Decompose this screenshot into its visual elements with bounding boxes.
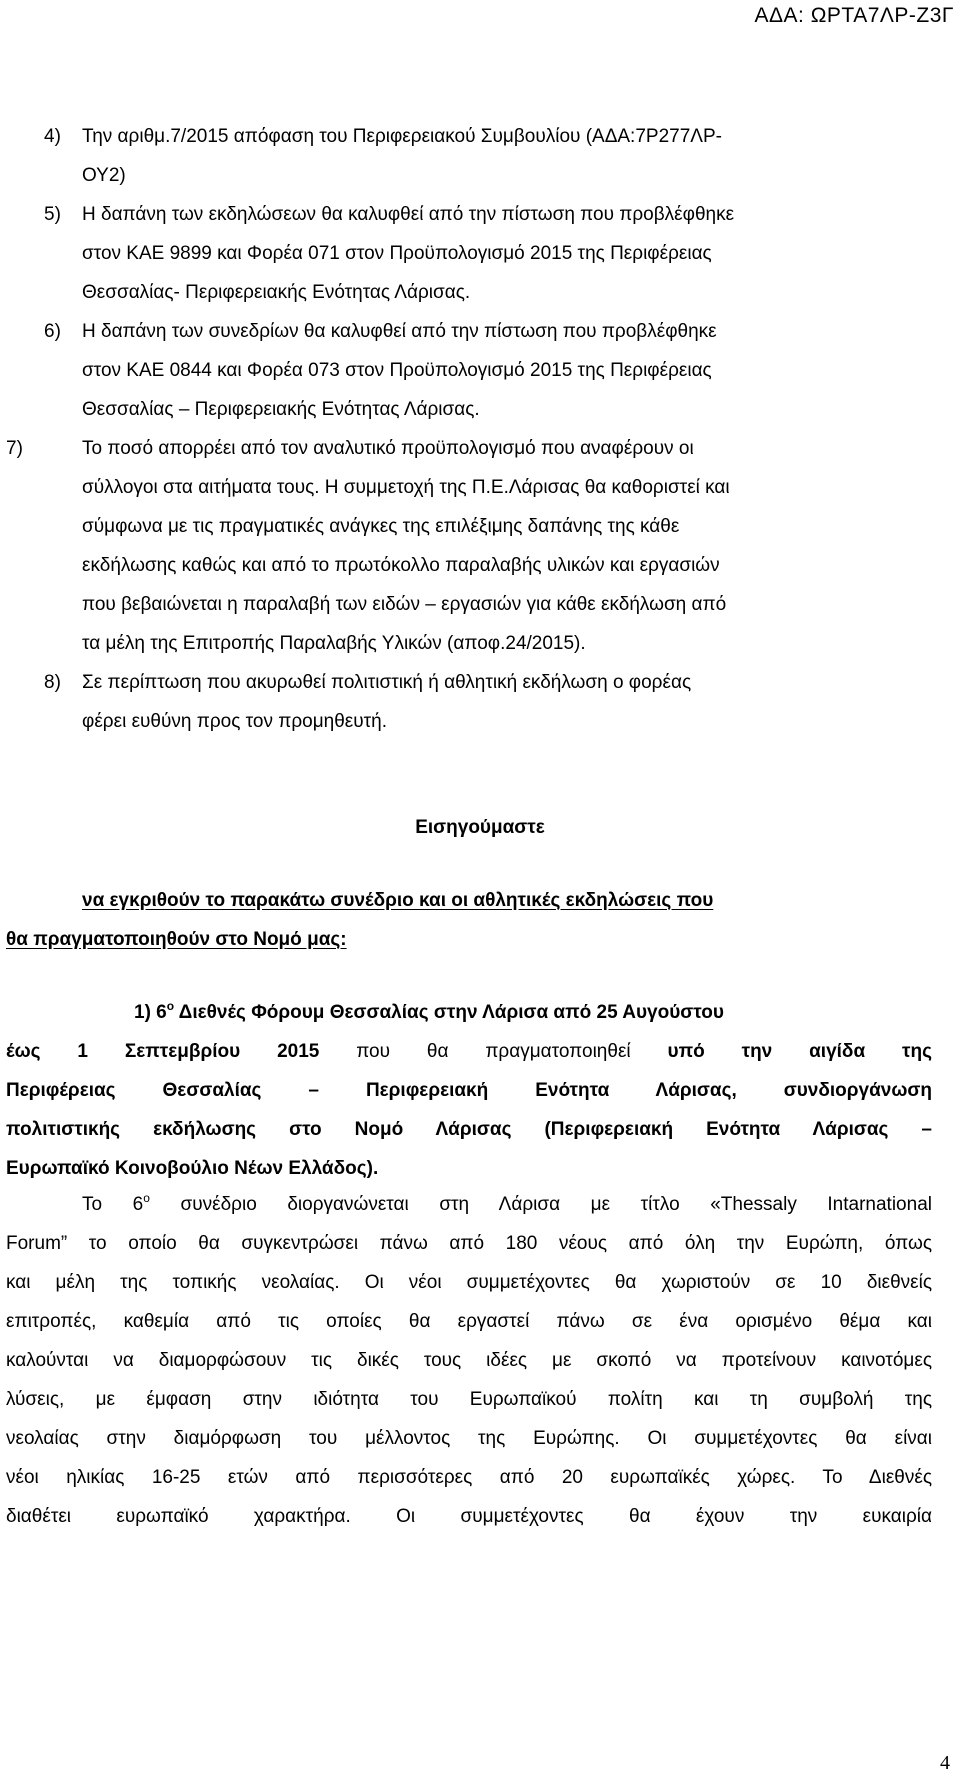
event-title-line — [134, 1000, 724, 1026]
event-auspices: υπό την αιγίδα της — [667, 1041, 932, 1062]
list-item-line: Θεσσαλίας- Περιφερειακής Ενότητας Λάρισας. — [82, 282, 471, 303]
list-item-line: σύλλογοι στα αιτήματα τους. Η συμμετοχή της Π.Ε.Λάρισας θα καθοριστεί και — [82, 477, 730, 498]
description-line: επιτροπές, καθεμία από τις οποίες θα εργαστεί πάνω σε ένα ορισμένο θέμα και — [6, 1311, 932, 1332]
description-line: και μέλη της τοπικής νεολαίας. Οι νέοι συμμετέχοντες θα χωριστούν σε 10 διεθνείς — [6, 1272, 932, 1293]
event-line: πολιτιστικής εκδήλωσης στο Νομό Λάρισας (Περιφερειακή Ενότητα Λάρισας – — [6, 1119, 932, 1140]
list-number: 8) — [44, 672, 61, 693]
description-text: συνέδριο διοργανώνεται στη Λάρισα με τίτλο «Thessaly Intarnational — [149, 1194, 932, 1215]
event-number: 1) 6 — [134, 1002, 167, 1023]
approval-line: θα πραγματοποιηθούν στο Νομό μας: — [6, 929, 347, 950]
description-line — [82, 1192, 932, 1218]
approval-line: να εγκριθούν το παρακάτω συνέδριο και οι αθλητικές εκδηλώσεις που — [82, 890, 714, 911]
list-item-line: Την αριθμ.7/2015 απόφαση του Περιφερειακού Συμβουλίου (ΑΔΑ:7Ρ277ΛΡ- — [82, 126, 722, 147]
page-number: 4 — [940, 1752, 950, 1774]
description-line: λύσεις, με έμφαση στην ιδιότητα του Ευρωπαϊκού πολίτη και τη συμβολή της — [6, 1389, 932, 1410]
event-line — [6, 1039, 932, 1065]
list-item-line: Θεσσαλίας – Περιφερειακής Ενότητας Λάρισας. — [82, 399, 480, 420]
description-line: Forum” το οποίο θα συγκεντρώσει πάνω από 180 νέους από όλη την Ευρώπη, όπως — [6, 1233, 932, 1254]
ordinal-sup: ο — [143, 1191, 150, 1205]
list-item-line: στον ΚΑΕ 0844 και Φορέα 073 στον Προϋπολογισμό 2015 της Περιφέρειας — [82, 360, 712, 381]
list-item-line: Το ποσό απορρέει από τον αναλυτικό προϋπολογισμό που αναφέρουν οι — [82, 438, 694, 459]
list-item-line: που βεβαιώνεται η παραλαβή των ειδών – εργασιών για κάθε εκδήλωση από — [82, 594, 727, 615]
list-item-line: τα μέλη της Επιτροπής Παραλαβής Υλικών (αποφ.24/2015). — [82, 633, 586, 654]
ordinal-sup: ο — [166, 999, 175, 1013]
list-item-line: στον ΚΑΕ 9899 και Φορέα 071 στον Προϋπολογισμό 2015 της Περιφέρειας — [82, 243, 712, 264]
list-item-line: σύμφωνα με τις πραγματικές ανάγκες της επιλέξιμης δαπάνης της κάθε — [82, 516, 680, 537]
description-line: καλούνται να διαμορφώσουν τις δικές τους ιδέες με σκοπό να προτείνουν καινοτόμες — [6, 1350, 932, 1371]
section-heading: Εισηγούμαστε — [415, 817, 545, 838]
list-item-line: Η δαπάνη των συνεδρίων θα καλυφθεί από την πίστωση που προβλέφθηκε — [82, 321, 717, 342]
description-lead: Το 6 — [82, 1194, 144, 1215]
description-line: νέοι ηλικίας 16-25 ετών από περισσότερες από 20 ευρωπαϊκές χώρες. Το Διεθνές — [6, 1467, 932, 1488]
description-line: διαθέτει ευρωπαϊκό χαρακτήρα. Οι συμμετέχοντες θα έχουν την ευκαιρία — [6, 1506, 932, 1527]
description-line: νεολαίας στην διαμόρφωση του μέλλοντος της Ευρώπης. Οι συμμετέχοντες θα είναι — [6, 1428, 932, 1449]
event-line: Περιφέρειας Θεσσαλίας – Περιφερειακή Ενότητα Λάρισας, συνδιοργάνωση — [6, 1080, 932, 1101]
list-item-line: Η δαπάνη των εκδηλώσεων θα καλυφθεί από την πίστωση που προβλέφθηκε — [82, 204, 735, 225]
list-number: 5) — [44, 204, 61, 225]
list-number: 6) — [44, 321, 61, 342]
list-item-line: φέρει ευθύνη προς τον προμηθευτή. — [82, 711, 388, 732]
list-item-line: εκδήλωσης καθώς και από το πρωτόκολλο παραλαβής υλικών και εργασιών — [82, 555, 720, 576]
list-item-line: ΟΥ2) — [82, 165, 126, 186]
ada-code: ΑΔΑ: ΩΡΤΑ7ΛΡ-Ζ3Γ — [754, 4, 954, 27]
event-connector: που θα πραγματοποιηθεί — [319, 1041, 668, 1062]
event-dates: έως 1 Σεπτεμβρίου 2015 — [6, 1041, 320, 1062]
list-item-line: Σε περίπτωση που ακυρωθεί πολιτιστική ή αθλητική εκδήλωση ο φορέας — [82, 672, 692, 693]
event-title: Διεθνές Φόρουμ Θεσσαλίας στην Λάρισα από 25 Αυγούστου — [174, 1002, 724, 1023]
event-line: Ευρωπαϊκό Κοινοβούλιο Νέων Ελλάδος). — [6, 1158, 379, 1179]
list-number: 7) — [6, 438, 23, 459]
list-number: 4) — [44, 126, 61, 147]
